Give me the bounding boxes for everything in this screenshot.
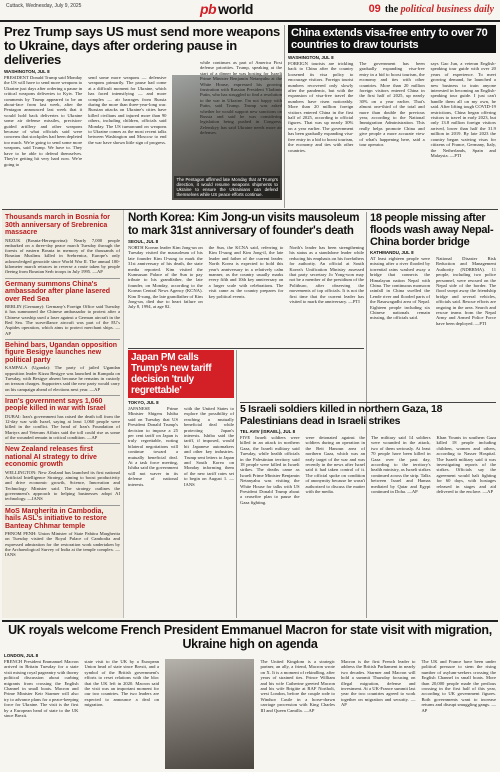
brief-title: Thousands march in Bosnia for 30th anniversary of Srebrenica massacre bbox=[5, 214, 111, 236]
lead-headline: Prez Trump says US must send more weapons to Ukraine, days after ordering pause in deliveries bbox=[4, 25, 280, 67]
masthead bbox=[0, 0, 500, 22]
brief-text: DUBAI: Iran's government has raised the death toll from the 12-day war with Israel, saying at least 1,060 people were killed in the conflict. The head of Iran's Foundation of Martyrs and Veterans Affairs said the toll could rise as some of the wounded remain in critical condition. —AP bbox=[5, 413, 120, 441]
brief-text: WELLINGTON: New Zealand has launched its first national Artificial Intelligence Strategy, aiming to boost productivity and drive economic growth, Science, Innovation and Technology Minister said. The strategy outlines the government's approach to helping businesses adopt AI technology. —IANS bbox=[5, 469, 120, 502]
lead-col-1: PRESIDENT Donald Trump said Monday the US will have to send more weapons to Ukraine just days after ordering a pause in critical weapons deliveries to Kyiv. The comments by Trump appeared to be an about-face from last week, after the Pentagon announced last week that it would hold back deliveries to Ukraine some air defense missiles, precision-guided artillery and other weapons because of what officials said were concerns that stockpiles had been depleted too much. We're going to send some more weapons, said Trump. We have to. They have to be able to defend themselves. They're getting hit very hard now. We're going to bbox=[4, 75, 83, 167]
nk-headline: North Korea: Kim Jong-un visits mausoleum to mark 31st anniversary of founder's death bbox=[128, 212, 360, 237]
lead-photo-caption: The Pentagon affirmed late Monday that at Trump's direction, it would resume weapons shipments to Ukraine to ensure the Ukrainians can defend themselves while US peace efforts continue. bbox=[176, 177, 278, 197]
japan-col-2: with the United States to explore the possibility of reaching a mutually beneficial deal while protecting Japan's interests. Ishiba said the tariff, if imposed, would hit Japanese automakers and other key industries. Trump sent letters to Japan and South Korea on Monday informing them of the new tariff rates set to begin on August 1. —IANS bbox=[184, 406, 234, 487]
brief-title: New Zealand releases first national AI strategy to drive economic growth bbox=[5, 446, 97, 469]
israel-upper bbox=[240, 350, 364, 400]
nk-col-1: NORTH Korean leader Kim Jong-un on Tuesday visited the mausoleum of his late founder Kim Il-sung to mark the 31st anniversary of his death, the state media reported. Kim visited the Kumsusan Palace of the Sun to pay tribute to his grandfather, the late founder, on Monday, according to the Korean Central News Agency (KCNA). Kim Il-sung, the late grandfather of Kim Jong-un, died due to heart failure on July 8, 1994, at age 82. bbox=[128, 245, 203, 310]
divider bbox=[128, 348, 364, 349]
israel-headline: 5 Israeli soldiers killed in northern Gaza, 18 Palestinians dead in Israeli strikes bbox=[240, 404, 443, 427]
israel-col-3: The military said 14 soldiers were wounded in the attack, two of them seriously. At least 70 people have been killed in Gaza over the past day, according to the territory's health ministry, as Israeli strikes continued across the strip. Talks between Israel and Hamas mediated by Qatar and Egypt continued in Doha. —AP bbox=[371, 435, 431, 495]
israel-article bbox=[240, 404, 496, 618]
israel-col-1: FIVE Israeli soldiers were killed in an attack in northern Gaza, the Israeli military said Tuesday, while health officials in the Palestinian territory said 18 people were killed in Israeli strikes. The deaths came as Israeli Prime Minister Benjamin Netanyahu was visiting the White House for talks with US President Donald Trump about a ceasefire plan to pause the Gaza fighting. bbox=[240, 435, 300, 505]
macron-photo bbox=[165, 659, 254, 769]
masthead-location: Cuttack, Wednesday, July 9, 2025 bbox=[6, 3, 82, 9]
brief-item bbox=[5, 395, 120, 440]
lead-col-4: while continues as part of America First defense priorities. Trump, speaking at the start of a dinner he was hosting for Israeli Prime Minister Benjamin Netanyahu at the White House, expressed his growing frustration with Russian President Vladimir Putin, who has struggled to find a resolution to the war in Ukraine. I'm not happy with Putin, said Trump. Trump was asked whether he would support new sanctions on Russia and said he was considering legislation being pushed in Congress. Zelenskyy has said Ukraine needs more air defenses. bbox=[200, 60, 282, 136]
brief-title: Iran's government says 1,060 people killed in war with Israel bbox=[5, 397, 106, 413]
nepal-article bbox=[370, 212, 496, 402]
brief-item bbox=[5, 339, 120, 392]
brief-text: BERLIN (Germany): Germany's Foreign Office said Tuesday it has summoned the Chinese ambassador to protest after a Chinese warship used a laser against a German aircraft in the Red Sea. The surveillance aircraft was part of the EU's Aspides operation, which aims to protect merchant ships. —AP bbox=[5, 304, 120, 336]
israel-col-4: Khan Younis in southern Gaza killed 18 people including children, women and others, according to Nasser Hospital. The Israeli military said it was investigating reports of the strikes. Officials say the agreement would halt fighting for 60 days, with hostages released in stages and aid delivered to the enclave. —AP bbox=[436, 435, 496, 495]
brief-text: NEZUK (Bosnia-Herzegovina): Nearly 7,000 people embarked on a three-day peace march Tuesday through the forests of eastern Bosnia in memory of the thousands of Bosnian Muslims killed in Srebrenica, Europe's only acknowledged genocide since World War II. The annual 100-kilometer march retraces in reverse a route taken by people fleeing from Bosnian Serb troops in July 1995. —AP bbox=[5, 237, 120, 275]
nk-col-3: North's leader has been strengthening his status as a standalone leader while reducing his emphasis on his forefathers for authority. An official at South Korea's Unification Ministry assessed that party secretary Jo Yong-won may not be a member of the presidium of the Politburo, after observing the movements of top officials. It is not the first time that the current leader has visited to mark the anniversary. —PTI bbox=[289, 245, 364, 305]
divider bbox=[240, 402, 496, 403]
china-col-3: says Gao Jun, a veteran English-speaking tour guide with over 20 years of experience. To meet growing demand, he launched a new business to train anyone interested in becoming an English-speaking tour guide. I just can't handle them all on my own, he said. After lifting tough COVID-19 restrictions, China began offering visitors to travel in early 2023, but only 13.8 million foreign visitors arrived, lower than half the 31.9 million in 2019. By late 2023 the country began waiving visas for citizens of France, Germany, Italy, the Netherlands, Spain and Malaysia. —PTI bbox=[430, 61, 496, 158]
brief-title: MoS Margherita in Cambodia, hails ASL's initiative to restore Banteay Chhmar temple bbox=[5, 507, 107, 530]
brief-item bbox=[5, 505, 120, 558]
japan-headline-box bbox=[128, 350, 234, 398]
brief-item bbox=[5, 443, 120, 501]
masthead-right bbox=[369, 3, 494, 15]
brief-title: Germany summons China's ambassador after plane lasered over Red Sea bbox=[5, 280, 111, 303]
brief-item bbox=[5, 212, 120, 275]
nepal-dateline: KATHMANDU, JUL 8 bbox=[370, 250, 414, 255]
uk-article bbox=[4, 624, 496, 770]
lead-dateline: WASHINGTON, JUL 8 bbox=[4, 69, 50, 74]
china-col-2: The government has been gradually expanding visa-free entry in a bid to boost tourism, the economy and ties with other countries. More than 20 million foreign visitors entered China in the first half of 2025, up nearly 30% on a year earlier. That's almost one-third of the total and more than double the previous year, according to the National Immigration Administration. This really helps promote China and give people a more accurate view of what's happening here, said a tour operator. bbox=[359, 61, 425, 148]
israel-dateline: TEL AVIV (ISRAEL), JUL 8 bbox=[240, 429, 296, 434]
uk-col-3: The United Kingdom is a strategic partner, an ally, a friend, Macron wrote on X. It is a moment of rekindling, after years of strained ties. Prince William and his wife Catherine greeted Macron and his wife Brigitte at RAF Northolt, west London, before the couple rode to Windsor Castle in a horse-drawn carriage procession with King Charles III and Queen Camilla. —AP bbox=[260, 659, 335, 713]
china-headline-box bbox=[288, 25, 496, 53]
lead-col-2: send some more weapons — defensive weapons primarily. The pause had come at a difficult moment for Ukraine, which has faced intensifying — and more complex — air barrages from Russia during the more than three-year-long war. Russian attacks on Ukraine's cities have killed civilians and injured more than 90 others, including children, officials said Monday. The US turnaround on weapons to Ukraine comes as the most recent talks between Washington and Moscow to end the war have shown little sign of progress. bbox=[88, 75, 167, 145]
brief-item bbox=[5, 278, 120, 336]
north-korea-article bbox=[128, 212, 364, 347]
uk-col-1: FRENCH President Emmanuel Macron arrived in Britain Tuesday for a state visit mixing royal pageantry with thorny political discussion about curbing migrants from crossing the English Channel in small boats. Macron and Prime Minister Keir Starmer will also try to advance plans for a peace-keeping force for Ukraine. The visit is the first by a European head of state to the UK since Brexit. bbox=[4, 659, 79, 719]
brief-text: PHNOM PENH: Union Minister of State Pabitra Margherita on Tuesday visited the Royal Palace of Cambodia and expressed admiration for the restoration work undertaken by the Archaeological Survey of India at the temple complex. —IANS bbox=[5, 531, 120, 558]
china-dateline: WASHINGTON, JUL 8 bbox=[288, 55, 334, 60]
china-article bbox=[288, 25, 496, 208]
uk-headline: UK royals welcome French President Emmanuel Macron for state visit with migration, Ukraine high on agenda bbox=[8, 624, 492, 651]
brand-name bbox=[385, 4, 494, 15]
japan-dateline: TOKYO, JUL 8 bbox=[128, 400, 159, 405]
uk-col-4: Macron is the first French leader to address the British Parliament in nearly two decades. Starmer and Macron will hold a summit Thursday focusing on illegal migration, defense and investment. At a UK-France summit last year the two countries agreed to work together on migration and security. —AP bbox=[340, 659, 416, 708]
nepal-headline: 18 people missing after floods wash away Nepal-China border bridge bbox=[370, 212, 494, 248]
logo-pbd: pb bbox=[200, 1, 217, 17]
nepal-col-1: AT least eighteen people were missing after a river flooded by torrential rains washed away a bridge that connects the Himalayan nation Nepal with China. The continuous monsoon rainfall in China swelled the Lende river and flooded parts of the Rasuwagadhi area of Nepal. Eighteen people including six Chinese nationals remain missing, the officials said. bbox=[370, 256, 430, 321]
japan-col-1: JAPANESE Prime Minister Shigeru Ishiba said on Tuesday that US President Donald Trump's decision to impose a 25 per cent tariff on Japan is truly regrettable, noting bilateral negotiations will continue toward a mutually beneficial deal. At a task force meeting, Ishiba said the government will not waver in its defense of national interests. bbox=[128, 406, 178, 487]
japan-article bbox=[128, 350, 234, 618]
china-headline: China extends visa-free entry to over 70 countries to draw tourists bbox=[291, 27, 488, 51]
uk-col-2: state visit to the UK by a European Union head of state since Brexit, and a symbol of the British government's efforts to reset relations with the bloc that the UK left in 2020. Macron said the visit was an important moment for our two countries. The two leaders are expected to announce a deal on migration. bbox=[84, 659, 160, 708]
page-number: 09 bbox=[368, 3, 381, 15]
nepal-col-2: National Disaster Risk Reduction and Management Authority (NDRRMA). 11 people, including two police personnel, were rescued on the Nepal side of the border. The flood swept away the friendship bridge and several vehicles, officials said. Rescue efforts are ongoing in the area. Search and rescue teams from the Nepal Army and Armed Police Force have been deployed. —PTI bbox=[436, 256, 496, 326]
news-briefs-sidebar bbox=[2, 210, 124, 618]
nk-dateline: SEOUL, JUL 8 bbox=[128, 239, 159, 244]
divider bbox=[236, 350, 237, 618]
divider bbox=[284, 25, 285, 208]
divider bbox=[2, 620, 498, 622]
pbd-world-logo bbox=[200, 1, 253, 17]
brand-prefix: the bbox=[384, 3, 399, 15]
israel-col-2: were detonated against the soldiers during an operation in the Beit Hanoun area of northern Gaza, which was an early target of the war and was recently in the news after Israel said it had taken control of it. The official spoke on condition of anonymity because he wasn't authorized to discuss the matter with the media. bbox=[305, 435, 365, 495]
nk-col-2: the Sun, the KCNA said, referring to Kim Il-sung and Kim Jong-il, the late leader and father of the current leader. North Korea is expected to hold this year's anniversary in a relatively calm manner, as the country usually marks every fifth and 10th key anniversary on a larger scale with celebrations. The visit came as the country prepares for key political events. bbox=[208, 245, 284, 299]
china-col-1: FOREIGN tourists are trickling back to China after the country loosened its visa policy to encourage visitors. Foreign tourist numbers recovered only slowly after the pandemic, but with the expansion of visa-free travel the numbers have risen noticeably. More than 20 million foreign visitors entered China in the first half of 2025, according to official figures. That was up nearly 30% on a year earlier. The government has been gradually expanding visa-free entry in a bid to boost tourism, the economy and ties with other countries. bbox=[288, 61, 354, 153]
lead-side-cols bbox=[200, 60, 282, 208]
uk-photo-col bbox=[165, 659, 254, 770]
japan-headline: Japan PM calls Trump's new tariff decision 'truly regrettable' bbox=[131, 352, 212, 396]
brief-text: KAMPALA (Uganda): The party of jailed Ugandan opposition leader Kizza Besigye was launched in Kampala on Tuesday, with Besigye absent because he remains in custody on treason charges. Supporters said the new party would carry on his campaign ahead of elections next year. —AP bbox=[5, 365, 120, 392]
logo-world: world bbox=[218, 1, 253, 17]
uk-dateline: LONDON, JUL 8 bbox=[4, 653, 39, 658]
uk-col-5: The UK and France have been under political pressure to stem the rising number of asylum-seekers crossing the English Channel in small boats. More than 20,000 people made the perilous crossing in the first half of this year, according to UK government figures. Both governments want to increase returns and disrupt smuggling gangs. —AP bbox=[421, 659, 496, 713]
brand-main: political business daily bbox=[400, 3, 494, 15]
brief-title: Behind bars, Ugandan opposition figure Besigye launches new political party bbox=[5, 341, 117, 364]
